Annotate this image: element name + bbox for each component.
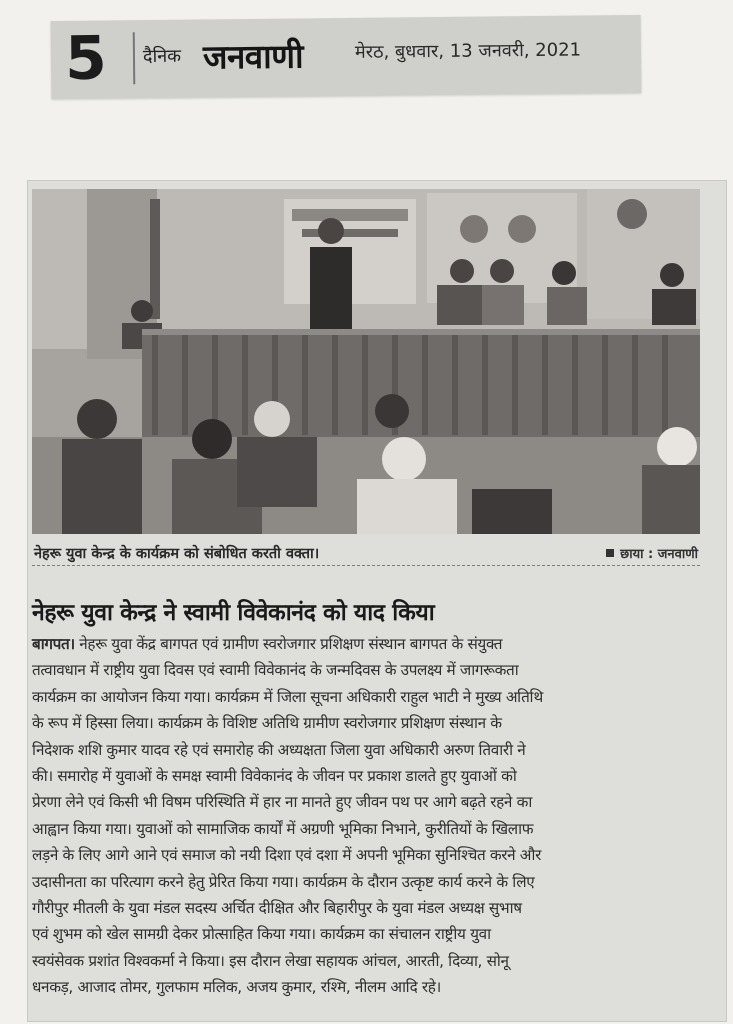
body-line: लड़ने के लिए आगे आने एवं समाज को नयी दिशा एवं दशा में अपनी भूमिका सुनिश्चित करने और — [32, 846, 542, 865]
body-line: के रूप में हिस्सा लिया। कार्यक्रम के विशिष्ट अतिथि ग्रामीण स्वरोजगार प्रशिक्षण संस्थान के — [32, 714, 502, 733]
body-line: स्वयंसेवक प्रशांत विश्वकर्मा ने किया। इस दौरान लेखा सहायक आंचल, आरती, दिव्या, सोनू — [32, 951, 509, 970]
body-line: निदेशक शशि कुमार यादव रहे एवं समारोह की अध्यक्षता जिला युवा अधिकारी अरुण तिवारी ने — [32, 740, 526, 759]
body-line: प्रेरणा लेने एवं किसी भी विषम परिस्थिति में हार ना मानते हुए जीवन पथ पर आगे बढ़ते रहने का — [32, 793, 532, 812]
masthead-divider — [133, 32, 136, 84]
photo-credit — [606, 544, 698, 562]
photo-credit-text: छाया : जनवाणी — [620, 547, 698, 562]
page-number: 5 — [64, 23, 108, 94]
masthead — [51, 15, 642, 99]
article-dateline: बागपत। — [32, 635, 75, 653]
credit-square-icon — [606, 549, 614, 557]
article-headline: नेहरू युवा केन्द्र ने स्वामी विवेकानंद को याद किया — [32, 600, 435, 626]
body-line: तत्वावधान में राष्ट्रीय युवा दिवस एवं स्वामी विवेकानंद के जन्मदिवस के उपलक्ष्य में जागरूकता — [32, 661, 519, 680]
body-line: एवं शुभम को खेल सामग्री देकर प्रोत्साहित किया गया। कार्यक्रम का संचालन राष्ट्रीय युवा — [32, 925, 491, 944]
body-line: उदासीनता का परित्याग करने हेतु प्रेरित किया गया। कार्यक्रम के दौरान उत्कृष्ट कार्य करने के लिए — [32, 872, 535, 891]
paper-prefix: दैनिक — [142, 45, 182, 68]
body-line: की। समारोह में युवाओं के समक्ष स्वामी विवेकानंद के जीवन पर प्रकाश डालते हुए युवाओं को — [32, 767, 517, 786]
news-clipping — [27, 180, 727, 1022]
event-photo-illustration — [32, 189, 700, 534]
photo-caption: नेहरू युवा केन्द्र के कार्यक्रम को संबोधित करती वक्ता। — [34, 546, 320, 562]
body-line: बागपत। नेहरू युवा केंद्र बागपत एवं ग्रामीण स्वरोजगार प्रशिक्षण संस्थान बागपत के संयुक्त — [32, 635, 503, 653]
body-line: धनकड़, आजाद तोमर, गुलफाम मलिक, अजय कुमार, रश्मि, नीलम आदि रहे। — [32, 978, 441, 997]
photo-caption-row — [32, 543, 700, 566]
body-line: कार्यक्रम का आयोजन किया गया। कार्यक्रम में जिला सूचना अधिकारी राहुल भाटी ने मुख्य अतिथि — [32, 687, 543, 706]
event-photo — [32, 189, 700, 534]
body-line: गौरीपुर मीतली के युवा मंडल सदस्य अर्चित दीक्षित और बिहारीपुर के युवा मंडल अध्यक्ष सुभाष — [32, 899, 522, 918]
article-body — [32, 631, 700, 1001]
newspaper-name: जनवाणी — [202, 36, 304, 77]
masthead-dateline: मेरठ, बुधवार, 13 जनवरी, 2021 — [354, 39, 582, 63]
body-line: आह्वान किया गया। युवाओं को सामाजिक कार्यों में अग्रणी भूमिका निभाने, कुरीतियों के खिलाफ — [32, 819, 534, 838]
